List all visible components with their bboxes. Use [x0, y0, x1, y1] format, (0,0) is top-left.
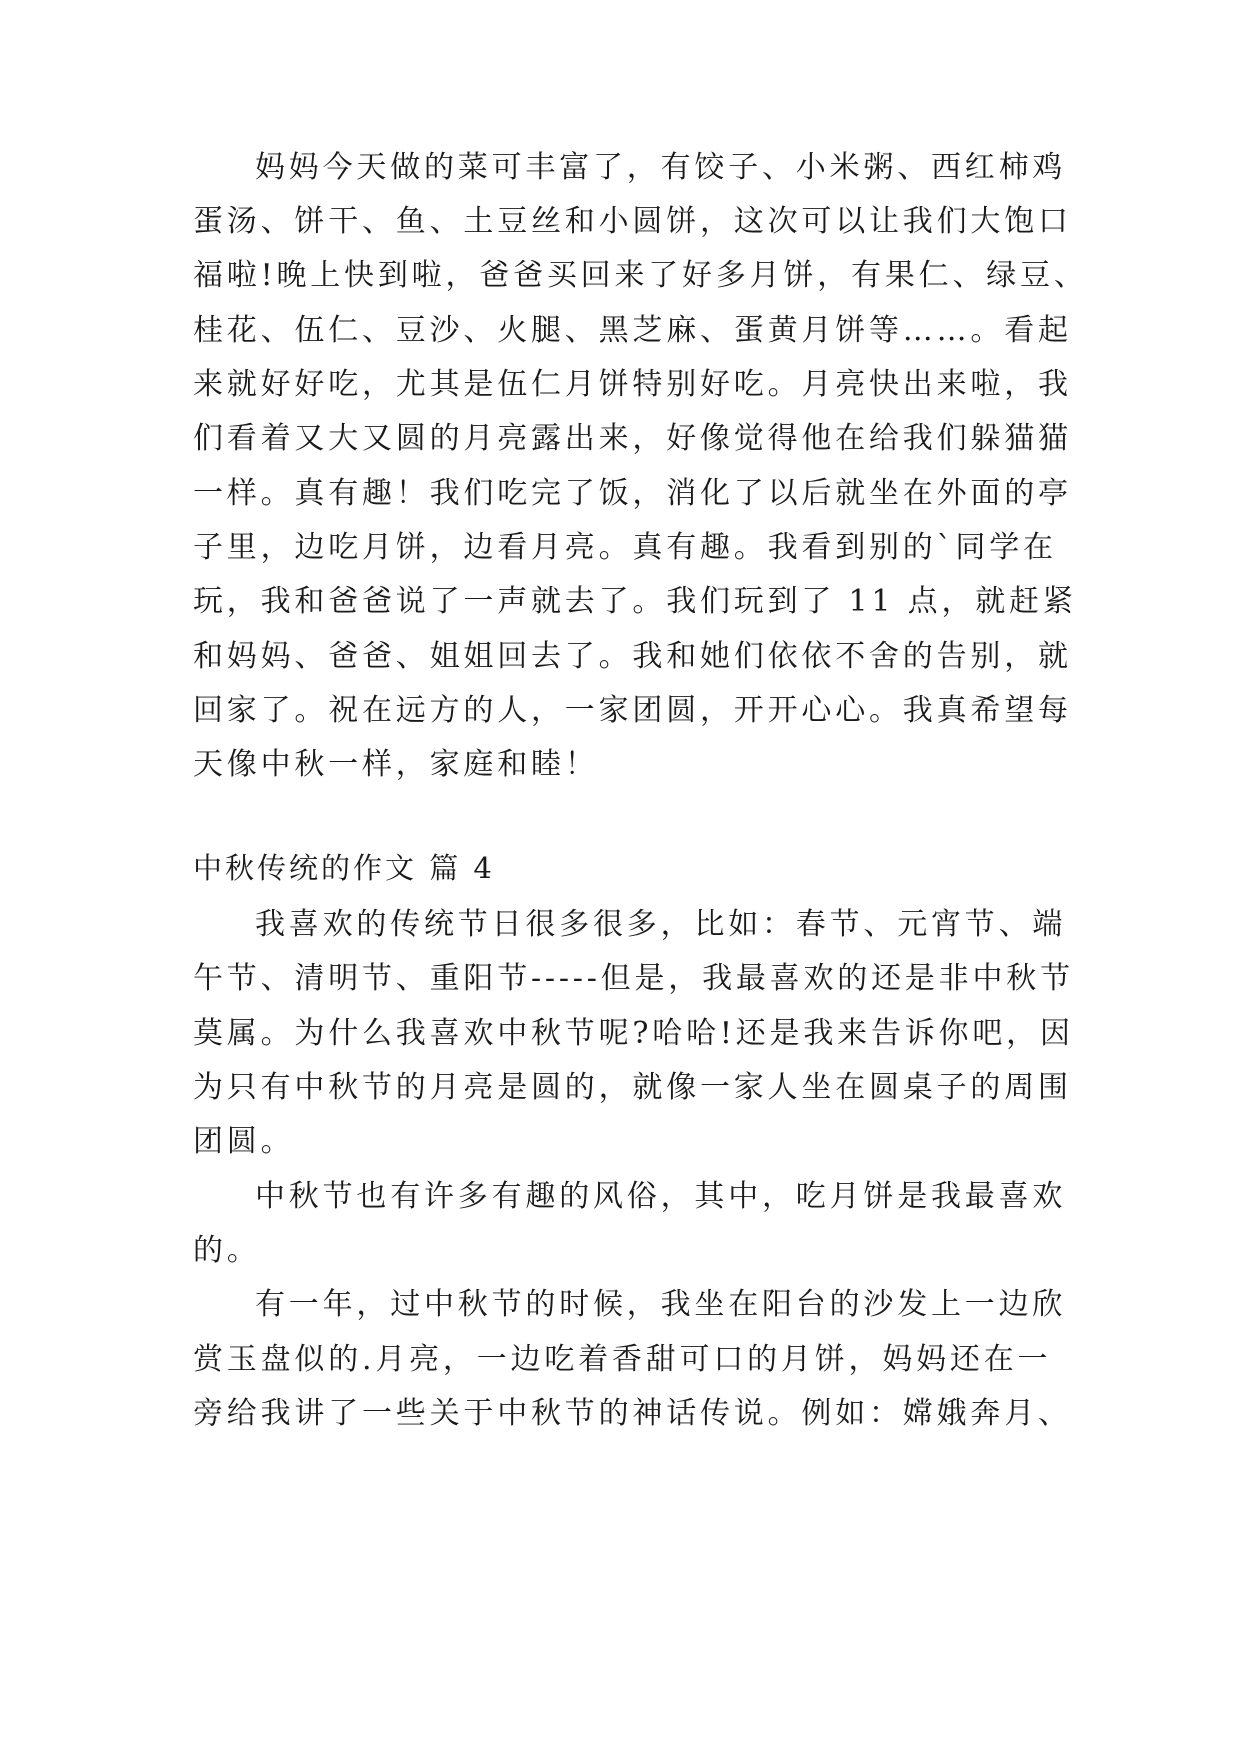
text-line: 的。	[193, 1233, 261, 1268]
text-line: 中秋节也有许多有趣的风俗，其中，吃月饼是我最喜欢	[255, 1179, 1067, 1214]
text-line: 莫属。为什么我喜欢中秋节呢?哈哈!还是我来告诉你吧，因	[193, 1016, 1074, 1051]
text-line: 我喜欢的传统节日很多很多，比如：春节、元宵节、端	[255, 907, 1067, 942]
text-line: 团圆。	[193, 1124, 295, 1159]
text-line: 天像中秋一样，家庭和睦！	[193, 747, 599, 782]
text-line: 来就好好吃，尤其是伍仁月饼特别好吃。月亮快出来啦，我	[193, 367, 1072, 402]
text-line: 妈妈今天做的菜可丰富了，有饺子、小米粥、西红柿鸡	[255, 150, 1067, 185]
text-line: 子里，边吃月饼，边看月亮。真有趣。我看到别的`同学在	[193, 530, 1057, 565]
text-line: 福啦!晚上快到啦，爸爸买回来了好多月饼，有果仁、绿豆、	[193, 258, 1088, 293]
text-line: 为只有中秋节的月亮是圆的，就像一家人坐在圆桌子的周围	[193, 1070, 1072, 1105]
text-line: 旁给我讲了一些关于中秋节的神话传说。例如：嫦娥奔月、	[193, 1396, 1072, 1431]
text-line: 和妈妈、爸爸、姐姐回去了。我和她们依依不舍的告别，就	[193, 639, 1072, 674]
text-line: 赏玉盘似的.月亮，一边吃着香甜可口的月饼，妈妈还在一	[193, 1342, 1052, 1377]
text-line: 一样。真有趣！我们吃完了饭，消化了以后就坐在外面的亭	[193, 476, 1072, 511]
text-line: 桂花、伍仁、豆沙、火腿、黑芝麻、蛋黄月饼等……。看起	[193, 313, 1072, 348]
text-line: 有一年，过中秋节的时候，我坐在阳台的沙发上一边欣	[255, 1287, 1067, 1322]
text-line: 玩，我和爸爸说了一声就去了。我们玩到了 11 点，就赶紧	[193, 584, 1077, 619]
text-line: 蛋汤、饼干、鱼、土豆丝和小圆饼，这次可以让我们大饱口	[193, 204, 1072, 239]
text-line: 们看着又大又圆的月亮露出来，好像觉得他在给我们躲猫猫	[193, 421, 1072, 456]
text-line: 午节、清明节、重阳节-----但是，我最喜欢的还是非中秋节	[193, 961, 1074, 996]
section-title: 中秋传统的作文 篇 4	[193, 851, 495, 885]
text-line: 回家了。祝在远方的人，一家团圆，开开心心。我真希望每	[193, 693, 1072, 728]
